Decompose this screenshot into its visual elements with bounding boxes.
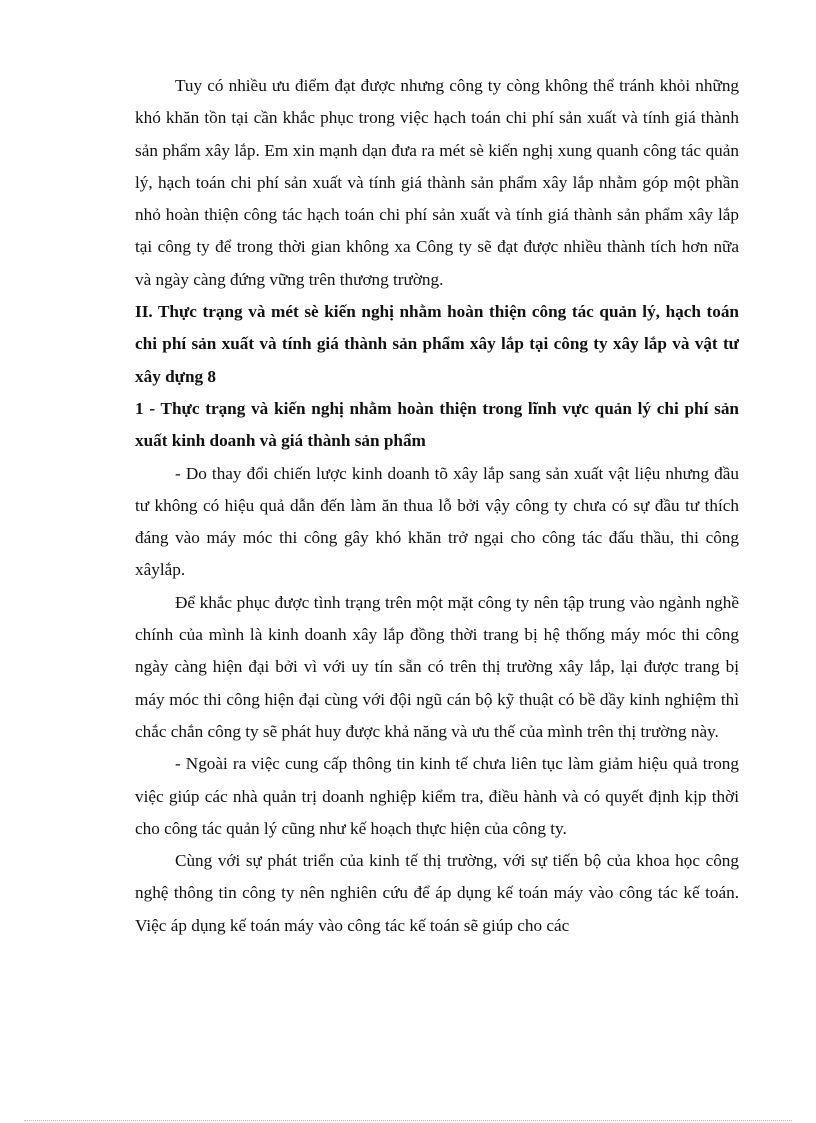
body-paragraph-3: - Ngoài ra việc cung cấp thông tin kinh tế chưa liên tục làm giảm hiệu quả trong việc giúp các nhà quản trị doanh nghiệp kiểm tra, điều hành và có quyết định kịp thời cho công tác quản lý cũng như kế hoạch thực hiện của công ty.	[135, 754, 739, 838]
subsection-heading-1: 1 - Thực trạng và kiến nghị nhằm hoàn thiện trong lĩnh vực quản lý chi phí sản xuất kinh doanh và giá thành sản phẩm	[135, 398, 739, 451]
page-bottom-rule	[24, 1120, 792, 1121]
body-paragraph-4: Cùng với sự phát triển của kinh tế thị trường, với sự tiến bộ của khoa học công nghệ thông tin công ty nên nghiên cứu để áp dụng kế toán máy vào công tác kế toán. Việc áp dụng kế toán máy vào công tác kế toán sẽ giúp cho các	[135, 851, 739, 935]
section-heading-ii: II. Thực trạng và mét sè kiến nghị nhằm hoàn thiện công tác quản lý, hạch toán chi phí sản xuất và tính giá thành sản phẩm xây lắp tại công ty xây lắp và vật tư xây dựng 8	[135, 302, 739, 386]
body-paragraph-2: Để khắc phục được tình trạng trên một mặt công ty nên tập trung vào ngành nghề chính của mình là kinh doanh xây lắp đồng thời trang bị hệ thống máy móc thi công ngày càng hiện đại bởi vì với uy tín sẵn có trên thị trường xây lắp, lại được trang bị máy móc thi công hiện đại cùng với đội ngũ cán bộ kỹ thuật có bề dầy kinh nghiệm thì chắc chắn công ty sẽ phát huy được khả năng và ưu thế của mình trên thị trường này.	[135, 592, 739, 741]
document-page	[135, 70, 739, 942]
intro-paragraph: Tuy có nhiều ưu điểm đạt được nhưng công ty còng không thể tránh khỏi những khó khăn tồn tại cần khắc phục trong việc hạch toán chi phí sản xuất và tính giá thành sản phẩm xây lắp. Em xin mạnh dạn đưa ra mét sè kiến nghị xung quanh công tác quản lý, hạch toán chi phí sản xuất và tính giá thành sản phẩm xây lắp nhằm góp một phần nhỏ hoàn thiện công tác hạch toán chi phí sản xuất và tính giá thành sản phẩm xây lắp tại công ty để trong thời gian không xa Công ty sẽ đạt được nhiều thành tích hơn nữa và ngày càng đứng vững trên thương trường.	[135, 76, 739, 289]
body-paragraph-1: - Do thay đổi chiến lược kinh doanh tõ xây lắp sang sản xuất vật liệu nhưng đầu tư không có hiệu quả dẫn đến làm ăn thua lỗ bởi vậy công ty chưa có sự đầu tư thích đáng vào máy móc thi công gây khó khăn trở ngại cho công tác đấu thầu, thi công xâylắp.	[135, 463, 739, 580]
